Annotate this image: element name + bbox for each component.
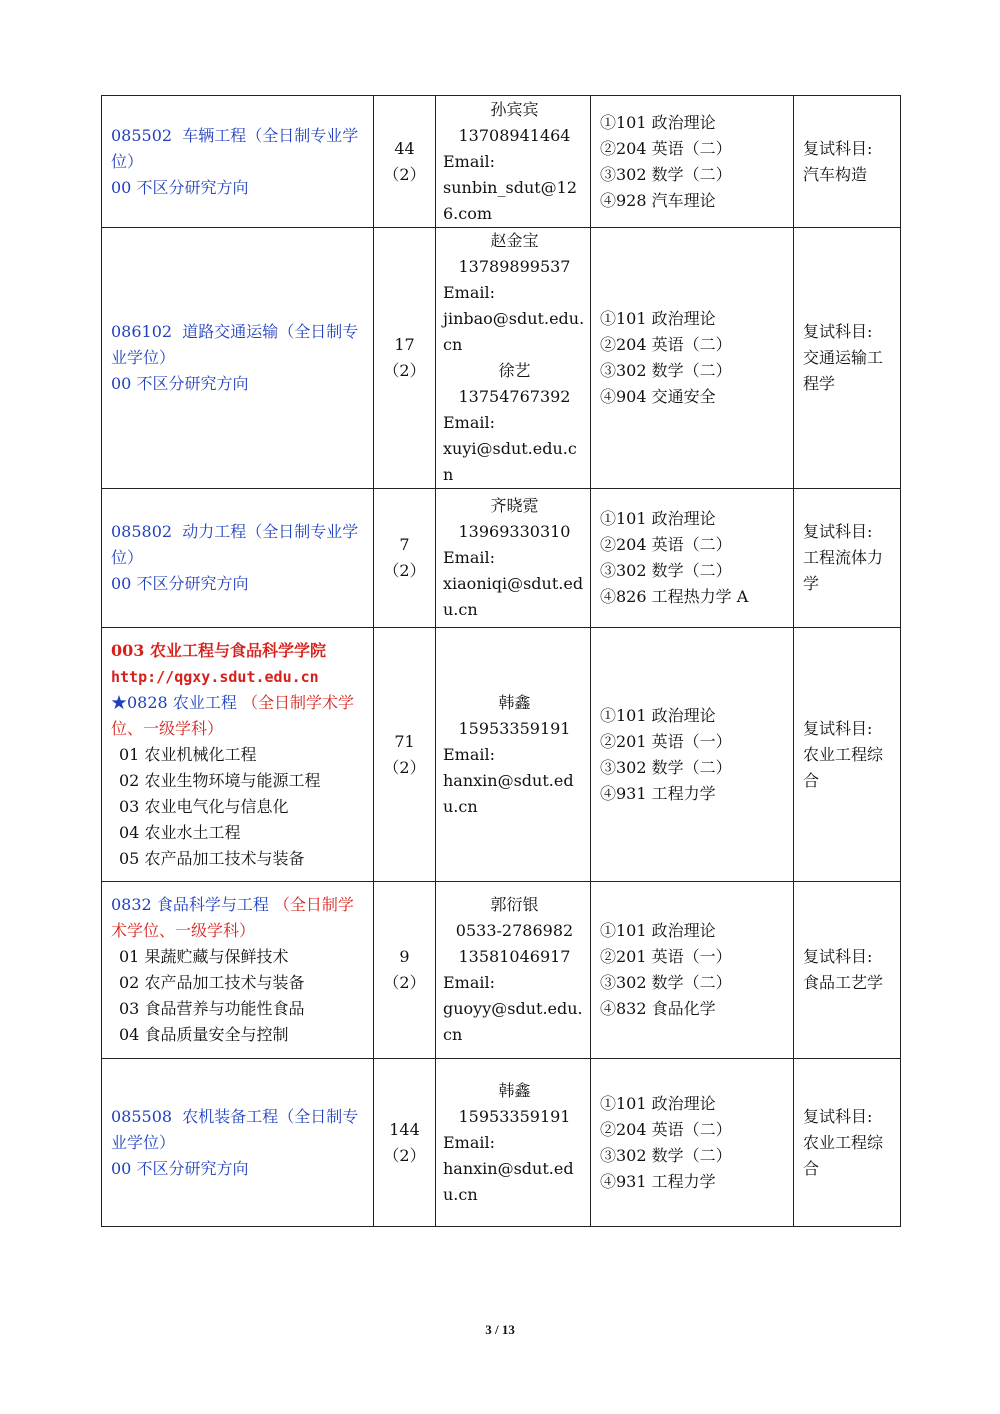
research-direction: 00 不区分研究方向 <box>111 374 249 393</box>
contact-phone: 13789899537 <box>458 257 571 276</box>
exam-subject: ③302 数学（二） <box>600 164 732 184</box>
exam-subject: ④904 交通安全 <box>600 387 716 406</box>
exam-subject: ④931 工程力学 <box>600 1171 716 1191</box>
program-name: 农机装备工程（全日制专业学位） <box>111 1106 359 1152</box>
research-direction: 01 农业机械化工程 <box>119 744 257 764</box>
retest-label: 复试科目: <box>803 1106 873 1126</box>
research-direction: 02 农业生物环境与能源工程 <box>119 770 321 790</box>
program-type: （全日制学术学位、一级学科） <box>111 692 354 738</box>
exam-subject: ①101 政治理论 <box>600 1093 716 1113</box>
contact-email[interactable]: xiaoniqi@sdut.edu.cn <box>443 574 584 619</box>
quota-note: （2） <box>383 361 426 380</box>
contact-email[interactable]: sunbin_sdut@126.com <box>443 177 578 223</box>
program-cell <box>102 228 374 489</box>
quota-note: （2） <box>383 1145 426 1165</box>
research-direction: 01 果蔬贮藏与保鲜技术 <box>119 947 289 966</box>
research-direction: 02 农产品加工技术与装备 <box>119 973 305 992</box>
program-code: 0832 <box>111 895 152 914</box>
program-code: 085508 <box>111 1106 173 1126</box>
exam-subject: ④931 工程力学 <box>600 783 716 803</box>
current-page: 3 <box>485 1322 492 1337</box>
contact-name: 赵金宝 <box>490 231 539 250</box>
research-direction: 03 农业电气化与信息化 <box>119 796 289 816</box>
college-name: 003 农业工程与食品科学学院 <box>111 640 326 660</box>
retest-cell <box>794 1059 901 1227</box>
quota-cell <box>374 882 436 1059</box>
contact2-email[interactable]: xuyi@sdut.edu.cn <box>443 439 577 484</box>
email-label: Email: <box>443 283 496 302</box>
exam-subject: ④826 工程热力学 A <box>600 587 749 606</box>
contact-name: 韩鑫 <box>498 692 531 712</box>
quota-cell <box>374 489 436 628</box>
contact-phone: 0533-2786982 <box>455 921 574 940</box>
admissions-table <box>101 95 901 1227</box>
total-pages: 13 <box>501 1322 515 1337</box>
contact-name: 孙宾宾 <box>490 99 539 119</box>
exam-subject: ②204 英语（二） <box>600 535 732 554</box>
program-cell <box>102 96 374 228</box>
quota: 7 <box>399 535 410 554</box>
quota-note: （2） <box>383 973 426 992</box>
quota: 9 <box>399 947 410 966</box>
exam-subject: ④832 食品化学 <box>600 999 716 1018</box>
program-cell <box>102 489 374 628</box>
contact-cell <box>436 882 591 1059</box>
contact-phone-2: 13581046917 <box>458 947 571 966</box>
table-row <box>102 96 901 228</box>
exam-subject: ②204 英语（二） <box>600 138 732 158</box>
contact-email[interactable]: hanxin@sdut.edu.cn <box>443 1158 574 1204</box>
contact-cell <box>436 1059 591 1227</box>
contact-cell <box>436 628 591 882</box>
table-row <box>102 489 901 628</box>
exam-subject: ①101 政治理论 <box>600 921 716 940</box>
retest-label: 复试科目: <box>803 947 873 966</box>
program-name: 食品科学与工程 <box>156 895 269 914</box>
exam-subject: ①101 政治理论 <box>600 309 716 328</box>
quota: 44 <box>394 138 415 158</box>
retest-subject: 交通运输工程学 <box>803 348 884 393</box>
exam-subject: ③302 数学（二） <box>600 1145 732 1165</box>
quota: 17 <box>394 335 415 354</box>
contact2-name: 徐艺 <box>498 361 531 380</box>
retest-subject: 农业工程综合 <box>803 744 884 790</box>
exam-subject: ②204 英语（二） <box>600 335 732 354</box>
contact-email[interactable]: hanxin@sdut.edu.cn <box>443 770 574 816</box>
retest-label: 复试科目: <box>803 522 873 541</box>
research-direction: 05 农产品加工技术与装备 <box>119 848 305 868</box>
email-label: Email: <box>443 1132 496 1152</box>
retest-label: 复试科目: <box>803 718 873 738</box>
quota-note: （2） <box>383 164 426 184</box>
retest-subject: 农业工程综合 <box>803 1132 884 1178</box>
page-separator: / <box>494 1322 499 1337</box>
exam-cell <box>591 882 794 1059</box>
program-cell <box>102 1059 374 1227</box>
retest-label: 复试科目: <box>803 138 873 158</box>
college-url[interactable]: http://qgxy.sdut.edu.cn <box>111 667 319 686</box>
retest-cell <box>794 228 901 489</box>
retest-subject: 食品工艺学 <box>803 973 884 992</box>
research-direction: 03 食品营养与功能性食品 <box>119 999 305 1018</box>
program-code: 085802 <box>111 522 173 541</box>
retest-cell <box>794 882 901 1059</box>
quota-cell <box>374 96 436 228</box>
exam-subject: ②201 英语（一） <box>600 947 732 966</box>
exam-subject: ①101 政治理论 <box>600 705 716 725</box>
contact-phone: 13708941464 <box>458 125 571 145</box>
program-name: 农业工程 <box>172 692 237 712</box>
contact-cell <box>436 228 591 489</box>
exam-subject: ①101 政治理论 <box>600 509 716 528</box>
program-code: 086102 <box>111 322 173 341</box>
exam-subject: ③302 数学（二） <box>600 361 732 380</box>
exam-subject: ①101 政治理论 <box>600 112 716 132</box>
research-direction: 04 食品质量安全与控制 <box>119 1025 289 1044</box>
program-name: 车辆工程（全日制专业学位） <box>111 125 359 171</box>
quota-cell <box>374 1059 436 1227</box>
table-row <box>102 1059 901 1227</box>
contact-cell <box>436 96 591 228</box>
table-row <box>102 882 901 1059</box>
retest-cell <box>794 489 901 628</box>
program-cell <box>102 882 374 1059</box>
retest-label: 复试科目: <box>803 322 873 341</box>
exam-subject: ③302 数学（二） <box>600 757 732 777</box>
contact-email[interactable]: guoyy@sdut.edu.cn <box>443 999 583 1044</box>
exam-subject: ③302 数学（二） <box>600 561 732 580</box>
contact-name: 齐晓霓 <box>490 496 539 515</box>
exam-cell <box>591 628 794 882</box>
contact-name: 郭衍银 <box>490 895 539 914</box>
table-row <box>102 228 901 489</box>
exam-subject: ③302 数学（二） <box>600 973 732 992</box>
research-direction: 00 不区分研究方向 <box>111 574 249 593</box>
exam-subject: ②204 英语（二） <box>600 1119 732 1139</box>
program-type: （全日制学术学位、一级学科） <box>111 895 354 940</box>
exam-subject: ②201 英语（一） <box>600 731 732 751</box>
retest-subject: 汽车构造 <box>803 164 868 184</box>
quota: 71 <box>394 731 415 751</box>
contact2-phone: 13754767392 <box>458 387 571 406</box>
exam-cell <box>591 489 794 628</box>
contact-phone: 13969330310 <box>458 522 571 541</box>
program-name: 动力工程（全日制专业学位） <box>111 522 359 567</box>
retest-cell <box>794 96 901 228</box>
contact-name: 韩鑫 <box>498 1080 531 1100</box>
email-label: Email: <box>443 413 496 432</box>
contact-email[interactable]: jinbao@sdut.edu.cn <box>443 309 585 354</box>
exam-cell <box>591 1059 794 1227</box>
contact-phone: 15953359191 <box>458 718 571 738</box>
exam-cell <box>591 96 794 228</box>
quota-note: （2） <box>383 757 426 777</box>
contact-cell <box>436 489 591 628</box>
quota-cell <box>374 628 436 882</box>
program-cell <box>102 628 374 882</box>
exam-cell <box>591 228 794 489</box>
quota: 144 <box>389 1119 420 1139</box>
email-label: Email: <box>443 548 496 567</box>
email-label: Email: <box>443 151 496 171</box>
retest-cell <box>794 628 901 882</box>
page-number <box>0 1322 1000 1338</box>
contact-phone: 15953359191 <box>458 1106 571 1126</box>
quota-note: （2） <box>383 561 426 580</box>
program-code: 085502 <box>111 125 173 145</box>
program-name: 道路交通运输（全日制专业学位） <box>111 322 359 367</box>
research-direction: 04 农业水土工程 <box>119 822 241 842</box>
research-direction: 00 不区分研究方向 <box>111 177 249 197</box>
quota-cell <box>374 228 436 489</box>
exam-subject: ④928 汽车理论 <box>600 190 716 210</box>
program-code: ★0828 <box>111 692 168 712</box>
retest-subject: 工程流体力学 <box>803 548 884 593</box>
table-row <box>102 628 901 882</box>
email-label: Email: <box>443 973 496 992</box>
research-direction: 00 不区分研究方向 <box>111 1158 249 1178</box>
email-label: Email: <box>443 744 496 764</box>
